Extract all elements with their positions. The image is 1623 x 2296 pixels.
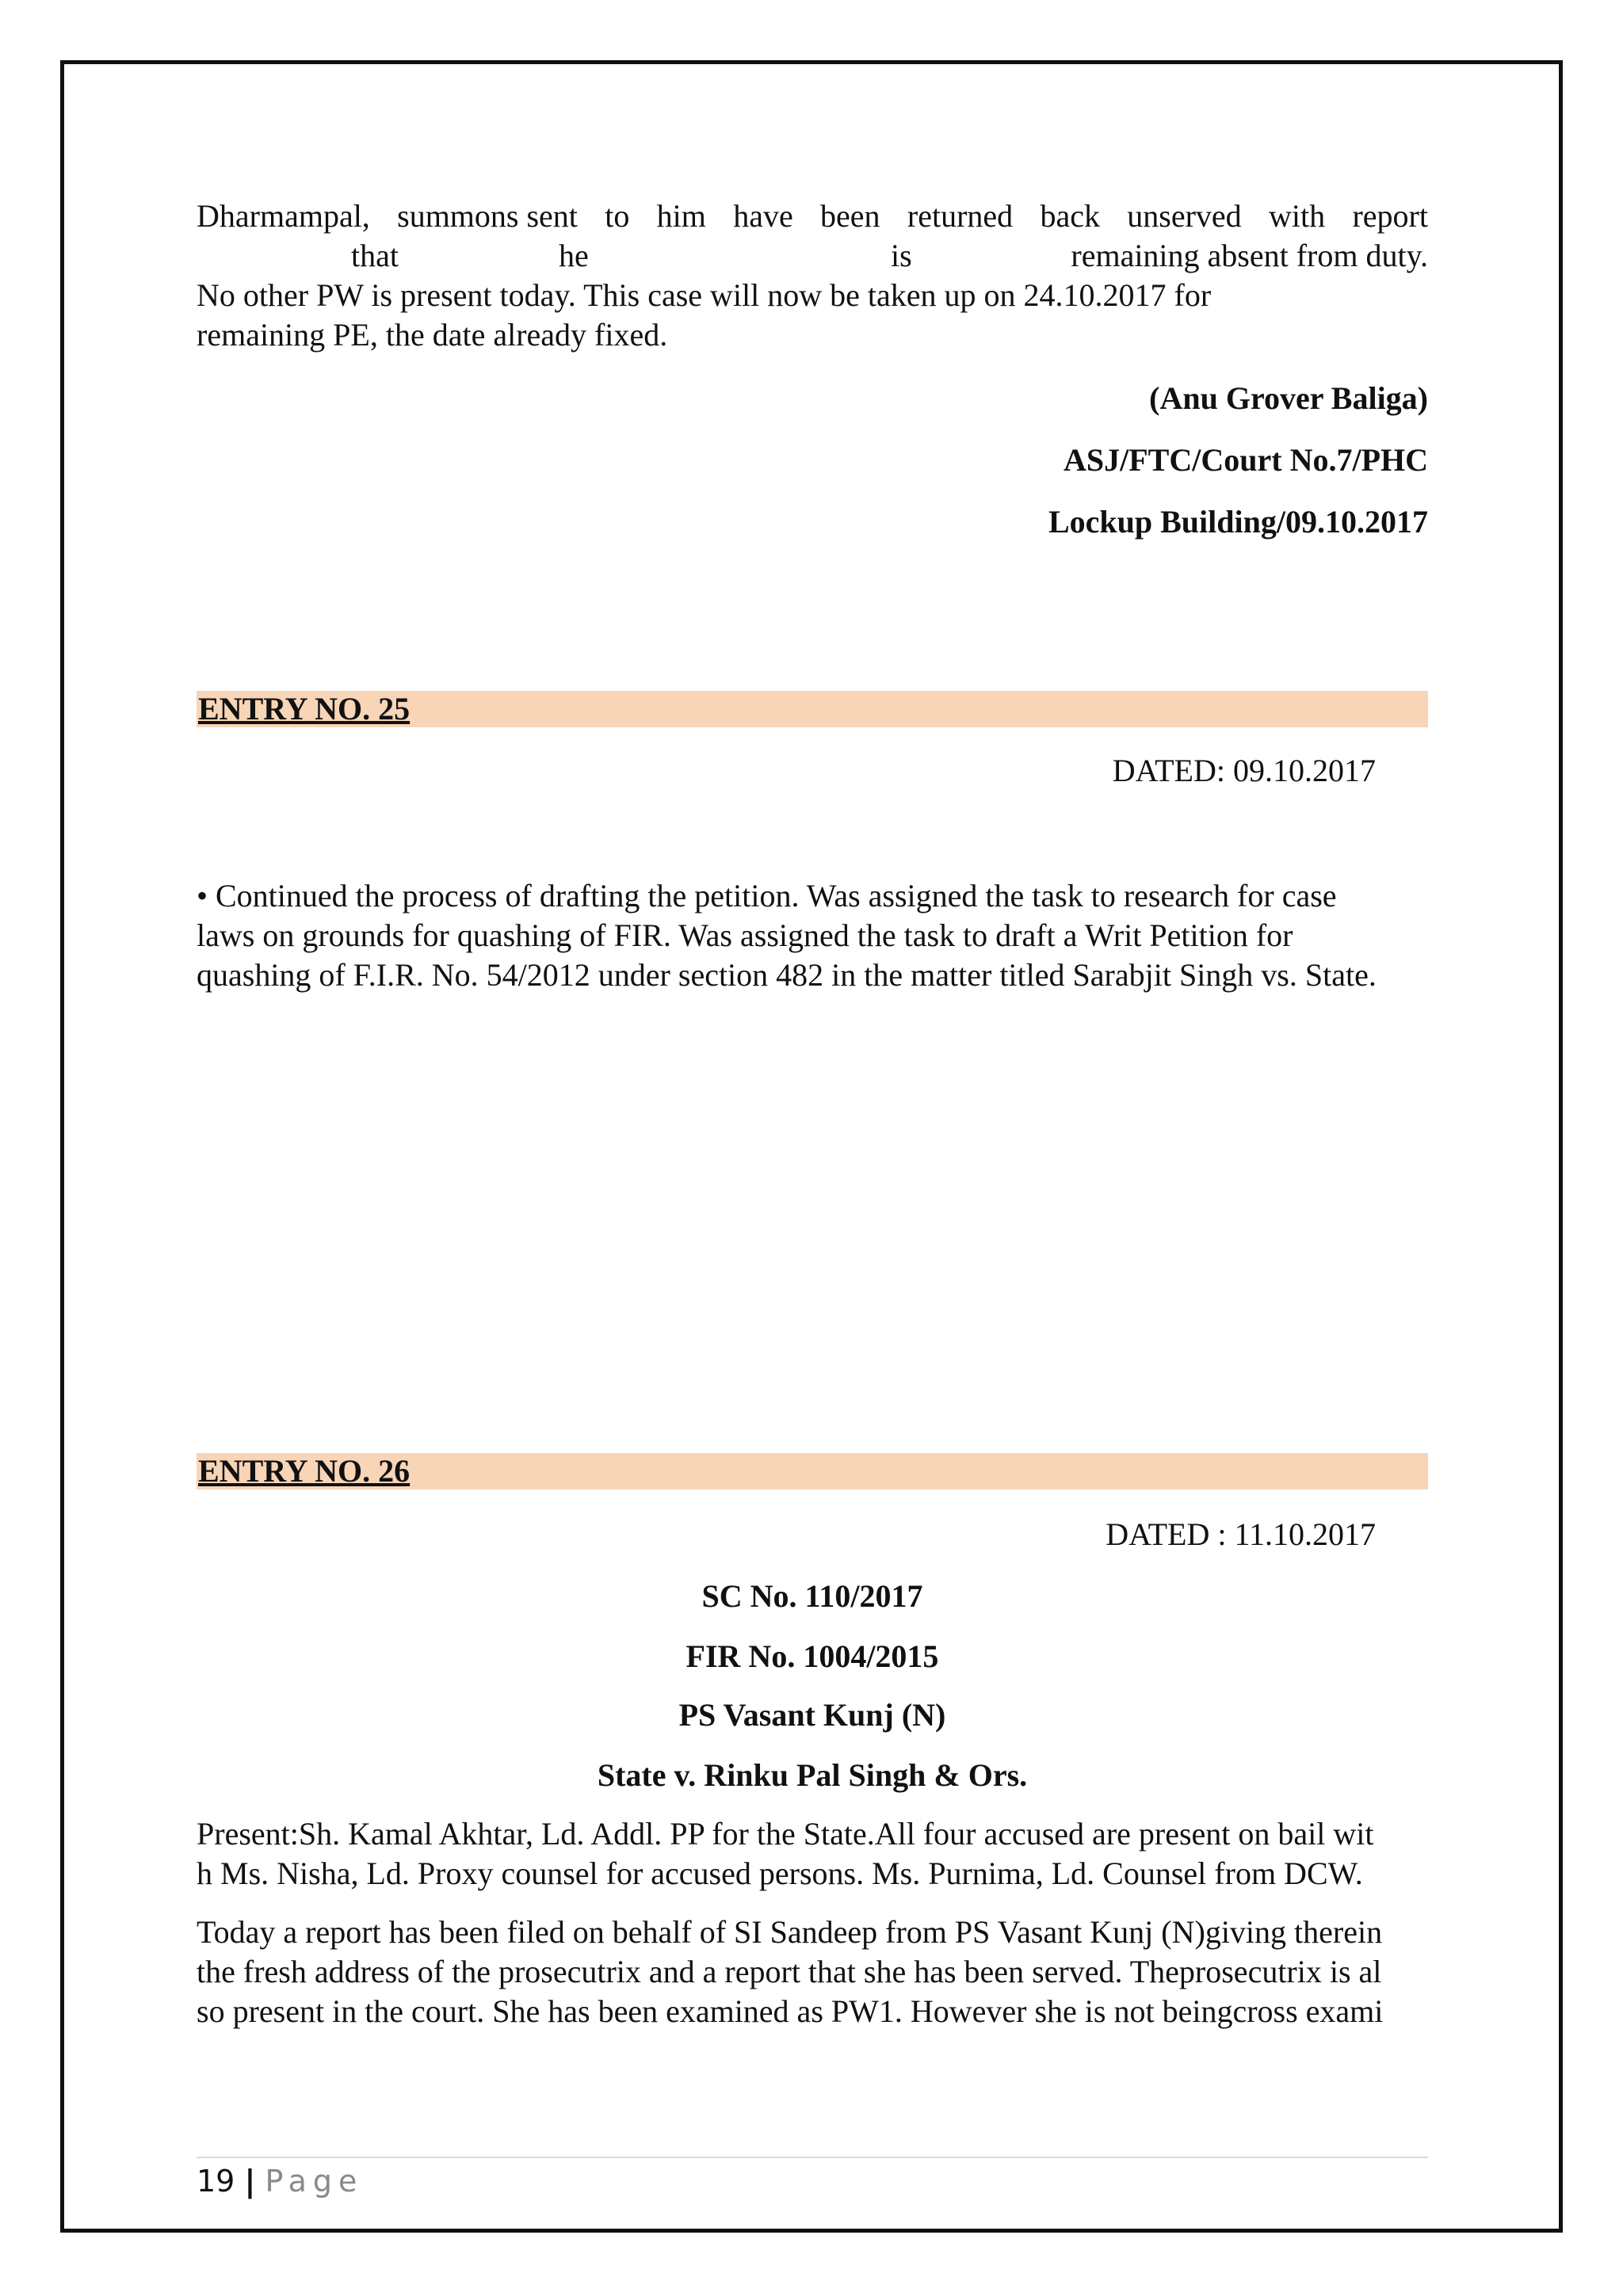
entry-26-header: [197, 1453, 1428, 1489]
entry-26-dated: DATED : 11.10.2017: [1106, 1516, 1376, 1552]
signature-place-date: Lockup Building/09.10.2017: [1048, 504, 1428, 540]
word: unserved: [1127, 198, 1242, 234]
continuation-line-3: No other PW is present today. This case will now be taken up on 24.10.2017 for: [197, 277, 1212, 313]
entry-26-title: ENTRY NO. 26: [198, 1453, 411, 1489]
page-footer: [197, 2161, 363, 2201]
signature-name: (Anu Grover Baliga): [1149, 380, 1428, 416]
entry-25-dated: DATED: 09.10.2017: [1112, 753, 1376, 788]
entry-25-line-1: • Continued the process of drafting the petition. Was assigned the task to research for case: [197, 878, 1337, 913]
entry-26-report-line-2: the fresh address of the prosecutrix and a report that she has been served. Theprosecutrix is al: [197, 1954, 1382, 1989]
entry-26-present-line-2: h Ms. Nisha, Ld. Proxy counsel for accused persons. Ms. Purnima, Ld. Counsel from DCW.: [197, 1855, 1363, 1891]
word: that: [351, 238, 399, 273]
continuation-line-4: remaining PE, the date already fixed.: [197, 317, 668, 353]
entry-25-title: ENTRY NO. 25: [198, 691, 411, 727]
word: to: [605, 198, 630, 234]
word: have: [733, 198, 793, 234]
entry-25-line-3: quashing of F.I.R. No. 54/2012 under section 482 in the matter titled Sarabjit Singh vs. State.: [197, 957, 1377, 993]
word: he: [559, 238, 589, 273]
page-number: 19: [197, 2164, 235, 2199]
word: Dharmampal,: [197, 198, 370, 234]
entry-26-case-title: State v. Rinku Pal Singh & Ors.: [597, 1757, 1028, 1793]
word: back: [1040, 198, 1100, 234]
word: with: [1269, 198, 1326, 234]
footer-separator: |: [244, 2164, 256, 2199]
entry-25-header: [197, 691, 1428, 727]
entry-26-report-line-1: Today a report has been filed on behalf of SI Sandeep from PS Vasant Kunj (N)giving therein: [197, 1914, 1383, 1950]
footer-divider: [197, 2157, 1428, 2158]
entry-26-police-station: PS Vasant Kunj (N): [678, 1697, 946, 1733]
word: been: [820, 198, 880, 234]
word: report: [1352, 198, 1428, 234]
page-label: Page: [265, 2164, 364, 2199]
continuation-line-1: [197, 196, 1428, 236]
signature-designation: ASJ/FTC/Court No.7/PHC: [1064, 442, 1428, 478]
entry-26-present-line-1: Present:Sh. Kamal Akhtar, Ld. Addl. PP for the State.All four accused are present on bail wit: [197, 1816, 1374, 1852]
word: him: [656, 198, 706, 234]
entry-25-line-2: laws on grounds for quashing of FIR. Was assigned the task to draft a Writ Petition for: [197, 917, 1293, 953]
entry-26-sc-no: SC No. 110/2017: [701, 1578, 923, 1614]
word: summons sent: [397, 198, 578, 234]
word: is: [891, 238, 912, 273]
word: returned: [907, 198, 1014, 234]
entry-26-report-line-3: so present in the court. She has been examined as PW1. However she is not beingcross exami: [197, 1993, 1384, 2029]
entry-26-fir-no: FIR No. 1004/2015: [685, 1638, 939, 1674]
word: remaining absent from duty.: [1071, 238, 1428, 273]
continuation-line-2: [197, 236, 1428, 276]
